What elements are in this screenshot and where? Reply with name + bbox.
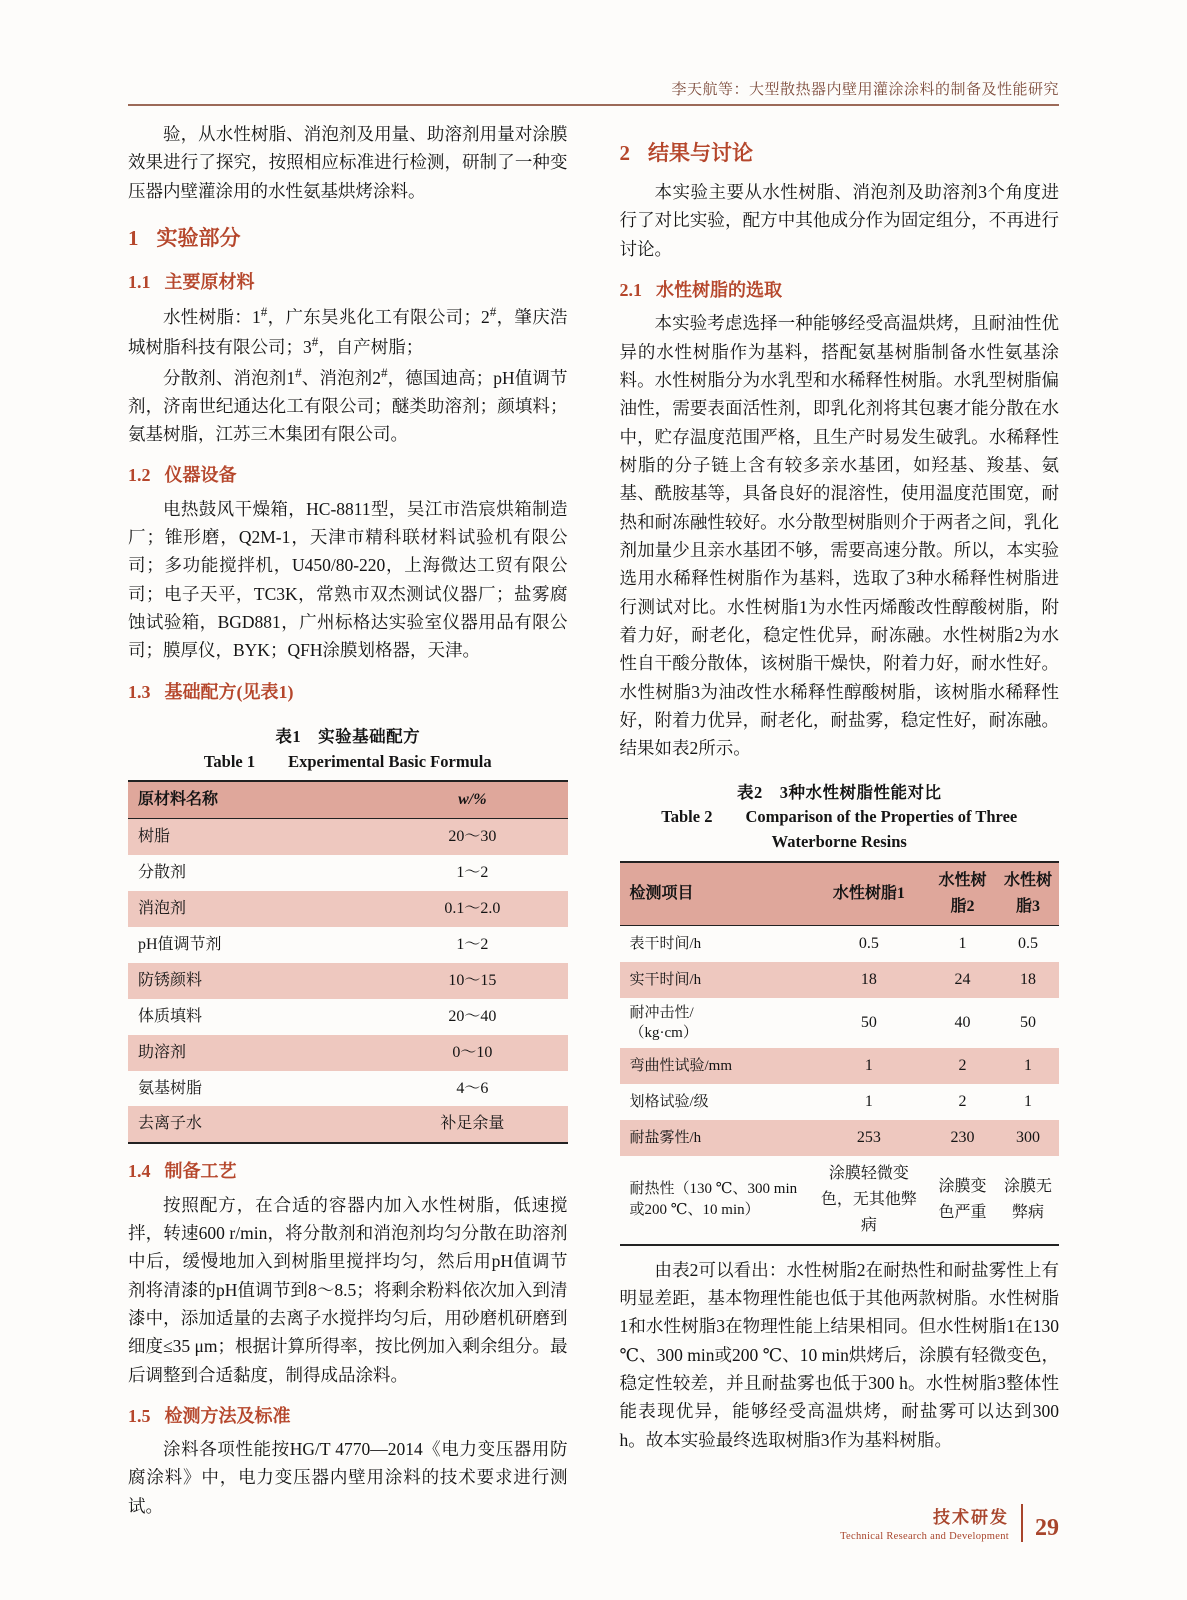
paragraph-1-4: 按照配方，在合适的容器内加入水性树脂，低速搅拌，转速600 r/min，将分散剂和消泡剂均匀分散在助溶剂中后，缓慢地加入到树脂里搅拌均匀，然后用pH值调节剂将清漆的pH值调节到8～8.5；将剩余粉料依次加入到清漆中，添加适量的去离子水搅拌均匀后，用砂磨机研磨到细度≤35 μm；根据计算所得率，按比例加入剩余组分。最后调整到合适黏度，制得成品涂料。 <box>128 1194 568 1385</box>
table-2-cell: 18 <box>997 962 1059 998</box>
table-row <box>128 819 568 855</box>
table-2-cell: 实干时间/h <box>620 962 810 998</box>
table-1-caption-en: Table 1 Experimental Basic Formula <box>203 751 492 771</box>
paragraph-2-1-b: 由表2可以看出：水性树脂2在耐热性和耐盐雾性上有明显差距，基本物理性能也低于其他两款树脂。水性树脂1和水性树脂3在物理性能上结果相同。但水性树脂1在130 ℃、300 min或200 ℃、10 min烘烤后，涂膜有轻微变色，稳定性较差，并且耐盐雾也低于300 h。水性树脂3整体性能表现优异，能够经受高温烘烤，耐盐雾可以达到300 h。故本实验最终选取树脂3作为基料树脂。 <box>619 1259 1059 1450</box>
section-heading-1 <box>128 221 568 255</box>
table-2-cell: 50 <box>860 1013 877 1031</box>
table-row <box>620 1048 1060 1084</box>
subsection-number-1-4: 1.4 <box>128 1161 151 1182</box>
subsection-title-1-5: 检测方法及标准 <box>164 1405 291 1426</box>
subsection-heading-1-1 <box>128 268 568 297</box>
table-2-cell: 涂膜轻微变色，无其他弊病 <box>820 1164 917 1234</box>
table-2 <box>620 861 1060 1246</box>
subsection-heading-2-1 <box>620 276 1060 305</box>
paragraph-2: 本实验主要从水性树脂、消泡剂及助溶剂3个角度进行了对比实验，配方中其他成分作为固定组分，不再进行讨论。 <box>619 182 1059 259</box>
table-row <box>128 1106 568 1143</box>
table-2-wrapper <box>620 781 1060 1246</box>
table-1-cell: 氨基树脂 <box>138 1079 203 1097</box>
subsection-title-1-4: 制备工艺 <box>164 1161 237 1182</box>
table-1-cell: 防锈颜料 <box>128 963 377 999</box>
table-1-header-cell: 原材料名称 <box>128 781 377 818</box>
section-title-2: 结果与讨论 <box>648 141 753 165</box>
table-1-cell: 1～2 <box>456 864 489 882</box>
subsection-title-2-1: 水性树脂的选取 <box>656 280 782 301</box>
intro-paragraph: 验，从水性树脂、消泡剂及用量、助溶剂用量对涂膜效果进行了探究，按照相应标准进行检测，研制了一种变压器内壁灌涂用的水性氨基烘烤涂料。 <box>128 124 568 201</box>
section-title-1: 实验部分 <box>156 226 241 251</box>
paragraph-1-2: 电热鼓风干燥箱，HC-8811型，吴江市浩宸烘箱制造厂；锥形磨，Q2M-1，天津市精科联材料试验机有限公司；多功能搅拌机，U450/80-220，上海微达工贸有限公司；电子天平，TC3K，常熟市双杰测试仪器厂；盐雾腐蚀试验箱，BGD881，广州标格达实验室仪器用品有限公司；膜厚仪，BYK；QFH涂膜划格器，天津。 <box>128 498 568 661</box>
table-2-header-row <box>620 862 1060 925</box>
subsection-number-1-3: 1.3 <box>128 681 151 702</box>
table-row <box>128 963 568 999</box>
table-row <box>620 925 1060 961</box>
table-row <box>128 1035 568 1071</box>
table-1-wrapper <box>128 725 568 1145</box>
table-2-cell: 0.5 <box>858 934 879 952</box>
subsection-number-1-2: 1.2 <box>128 465 151 486</box>
footer-divider <box>1021 1504 1023 1542</box>
subsection-number-1-5: 1.5 <box>128 1405 151 1426</box>
table-row <box>128 1071 568 1107</box>
table-2-cell: 2 <box>928 1048 997 1084</box>
paragraph-1-1-b: 分散剂、消泡剂1#、消泡剂2#，德国迪高；pH值调节剂，济南世纪通达化工有限公司；醚类助溶剂；颜填料；氨基树脂，江苏三木集团有限公司。 <box>128 364 568 445</box>
footer-section-en: Technical Research and Development <box>840 1531 1009 1542</box>
table-1-cell: 助溶剂 <box>128 1035 377 1071</box>
table-row <box>620 998 1060 1049</box>
section-heading-2 <box>620 136 1060 170</box>
table-row <box>620 962 1060 998</box>
table-2-caption <box>620 781 1060 855</box>
table-1-header-cell: w/% <box>377 781 567 818</box>
table-1-cell: 0～10 <box>377 1035 567 1071</box>
table-2-header-cell: 水性树脂3 <box>997 862 1059 925</box>
footer-section-cn: 技术研发 <box>933 1508 1009 1527</box>
page-columns <box>128 120 1059 1520</box>
table-1-cell: 20～40 <box>448 1007 497 1025</box>
table-2-cell: 24 <box>928 962 997 998</box>
table-1-cell: 分散剂 <box>138 864 187 882</box>
table-2-cell: 耐热性（130 ℃、300 min或200 ℃、10 min） <box>629 1181 798 1218</box>
subsection-title-1-2: 仪器设备 <box>164 465 237 486</box>
table-2-caption-en-line2: Waterborne Resins <box>771 832 907 852</box>
table-2-cell: 1 <box>864 1092 873 1110</box>
footer-labels <box>840 1503 1009 1542</box>
table-row <box>128 891 568 927</box>
page-number: 29 <box>1035 1515 1059 1541</box>
subsection-number-1-1: 1.1 <box>128 272 151 293</box>
header-divider <box>128 104 1059 106</box>
table-2-cell: 1 <box>1024 1092 1033 1110</box>
table-2-cell: 耐冲击性/ （kg·cm） <box>629 1004 698 1041</box>
table-1-cell: 消泡剂 <box>128 891 377 927</box>
table-2-cell: 230 <box>928 1120 997 1156</box>
left-column <box>128 120 568 1520</box>
table-2-cell: 涂膜无弊病 <box>1004 1177 1053 1221</box>
table-1-cell: 10～15 <box>377 963 567 999</box>
table-2-cell: 弯曲性试验/mm <box>620 1048 810 1084</box>
table-row <box>620 1084 1060 1120</box>
table-2-cell: 0.5 <box>1018 934 1039 952</box>
subsection-heading-1-2 <box>128 461 568 490</box>
table-2-header-cell: 水性树脂2 <box>928 862 997 925</box>
table-row <box>620 1156 1060 1245</box>
table-1-header-row <box>128 781 568 818</box>
subsection-title-1-1: 主要原材料 <box>164 272 255 293</box>
table-1-cell: 4～6 <box>456 1079 489 1097</box>
subsection-heading-1-5 <box>128 1402 568 1431</box>
section-number-1: 1 <box>128 226 139 251</box>
table-row <box>128 927 568 963</box>
right-column <box>620 120 1060 1520</box>
table-row <box>128 999 568 1035</box>
table-2-cell: 1 <box>997 1048 1059 1084</box>
table-1-cell: 1～2 <box>456 935 489 953</box>
table-1-cell: 0.1～2.0 <box>377 891 567 927</box>
table-1-cell: pH值调节剂 <box>138 935 222 953</box>
table-1-cell: 去离子水 <box>128 1106 377 1143</box>
table-1-caption-cn: 表1 实验基础配方 <box>275 726 421 746</box>
table-2-cell: 1 <box>810 1048 928 1084</box>
table-1-cell: 补足余量 <box>377 1106 567 1143</box>
subsection-heading-1-4 <box>128 1157 568 1186</box>
table-1-caption <box>128 725 568 775</box>
table-2-cell: 涂膜变色严重 <box>938 1177 987 1221</box>
running-header: 李天航等：大型散热器内壁用灌涂涂料的制备及性能研究 <box>671 82 1059 98</box>
table-row <box>620 1120 1060 1156</box>
table-2-cell: 300 <box>997 1120 1059 1156</box>
table-2-cell: 50 <box>1020 1013 1037 1031</box>
table-1-cell: 20～30 <box>377 819 567 855</box>
section-number-2: 2 <box>619 141 630 165</box>
table-2-cell: 表干时间/h <box>629 935 702 952</box>
page-footer <box>840 1503 1059 1542</box>
table-2-header-cell: 水性树脂1 <box>810 862 928 925</box>
table-2-cell: 耐盐雾性/h <box>620 1120 810 1156</box>
table-2-cell: 2 <box>958 1092 967 1110</box>
table-1-cell: 体质填料 <box>138 1007 203 1025</box>
table-row <box>128 855 568 891</box>
table-2-cell: 253 <box>810 1120 928 1156</box>
table-1-cell: 树脂 <box>128 819 377 855</box>
subsection-number-2-1: 2.1 <box>619 280 642 301</box>
table-2-cell: 40 <box>954 1013 971 1031</box>
table-2-cell: 划格试验/级 <box>629 1093 709 1110</box>
paragraph-2-1-a: 本实验考虑选择一种能够经受高温烘烤，且耐油性优异的水性树脂作为基料，搭配氨基树脂制备水性氨基涂料。水性树脂分为水乳型和水稀释性树脂。水乳型树脂偏油性，需要表面活性剂，即乳化剂将其包裹才能分散在水中，贮存温度范围严格，且生产时易发生破乳。水稀释性树脂的分子链上含有较多亲水基团，如羟基、羧基、氨基、酰胺基等，具备良好的混溶性，使用温度范围宽，耐热和耐冻融性较好。水分散型树脂则介于两者之间，乳化剂加量少且亲水基团不够，需要高速分散。所以，本实验选用水稀释性树脂作为基料，选取了3种水稀释性树脂进行测试对比。水性树脂1为水性丙烯酸改性醇酸树脂，附着力好，耐老化，稳定性优异，耐冻融。水性树脂2为水性自干酸分散体，该树脂干燥快，附着力好，耐水性好。水性树脂3为油改性水稀释性醇酸树脂，该树脂水稀释性好，附着力优异，耐老化，耐盐雾，稳定性好，耐冻融。结果如表2所示。 <box>619 313 1059 759</box>
table-2-caption-en-line1: Table 2 Comparison of the Properties of Three <box>661 807 1018 827</box>
paragraph-1-1-a: 水性树脂：1#，广东昊兆化工有限公司；2#，肇庆浩城树脂科技有限公司；3#，自产树脂； <box>128 304 568 358</box>
paragraph-1-5: 涂料各项性能按HG/T 4770—2014《电力变压器用防腐涂料》中，电力变压器内壁用涂料的技术要求进行测试。 <box>128 1439 568 1516</box>
subsection-title-1-3: 基础配方(见表1) <box>164 681 294 702</box>
table-2-cell: 1 <box>958 934 967 952</box>
table-2-header-cell: 检测项目 <box>620 862 810 925</box>
subsection-heading-1-3 <box>128 678 568 707</box>
table-1 <box>128 780 568 1144</box>
table-2-caption-cn: 表2 3种水性树脂性能对比 <box>737 782 942 802</box>
table-2-cell: 18 <box>810 962 928 998</box>
